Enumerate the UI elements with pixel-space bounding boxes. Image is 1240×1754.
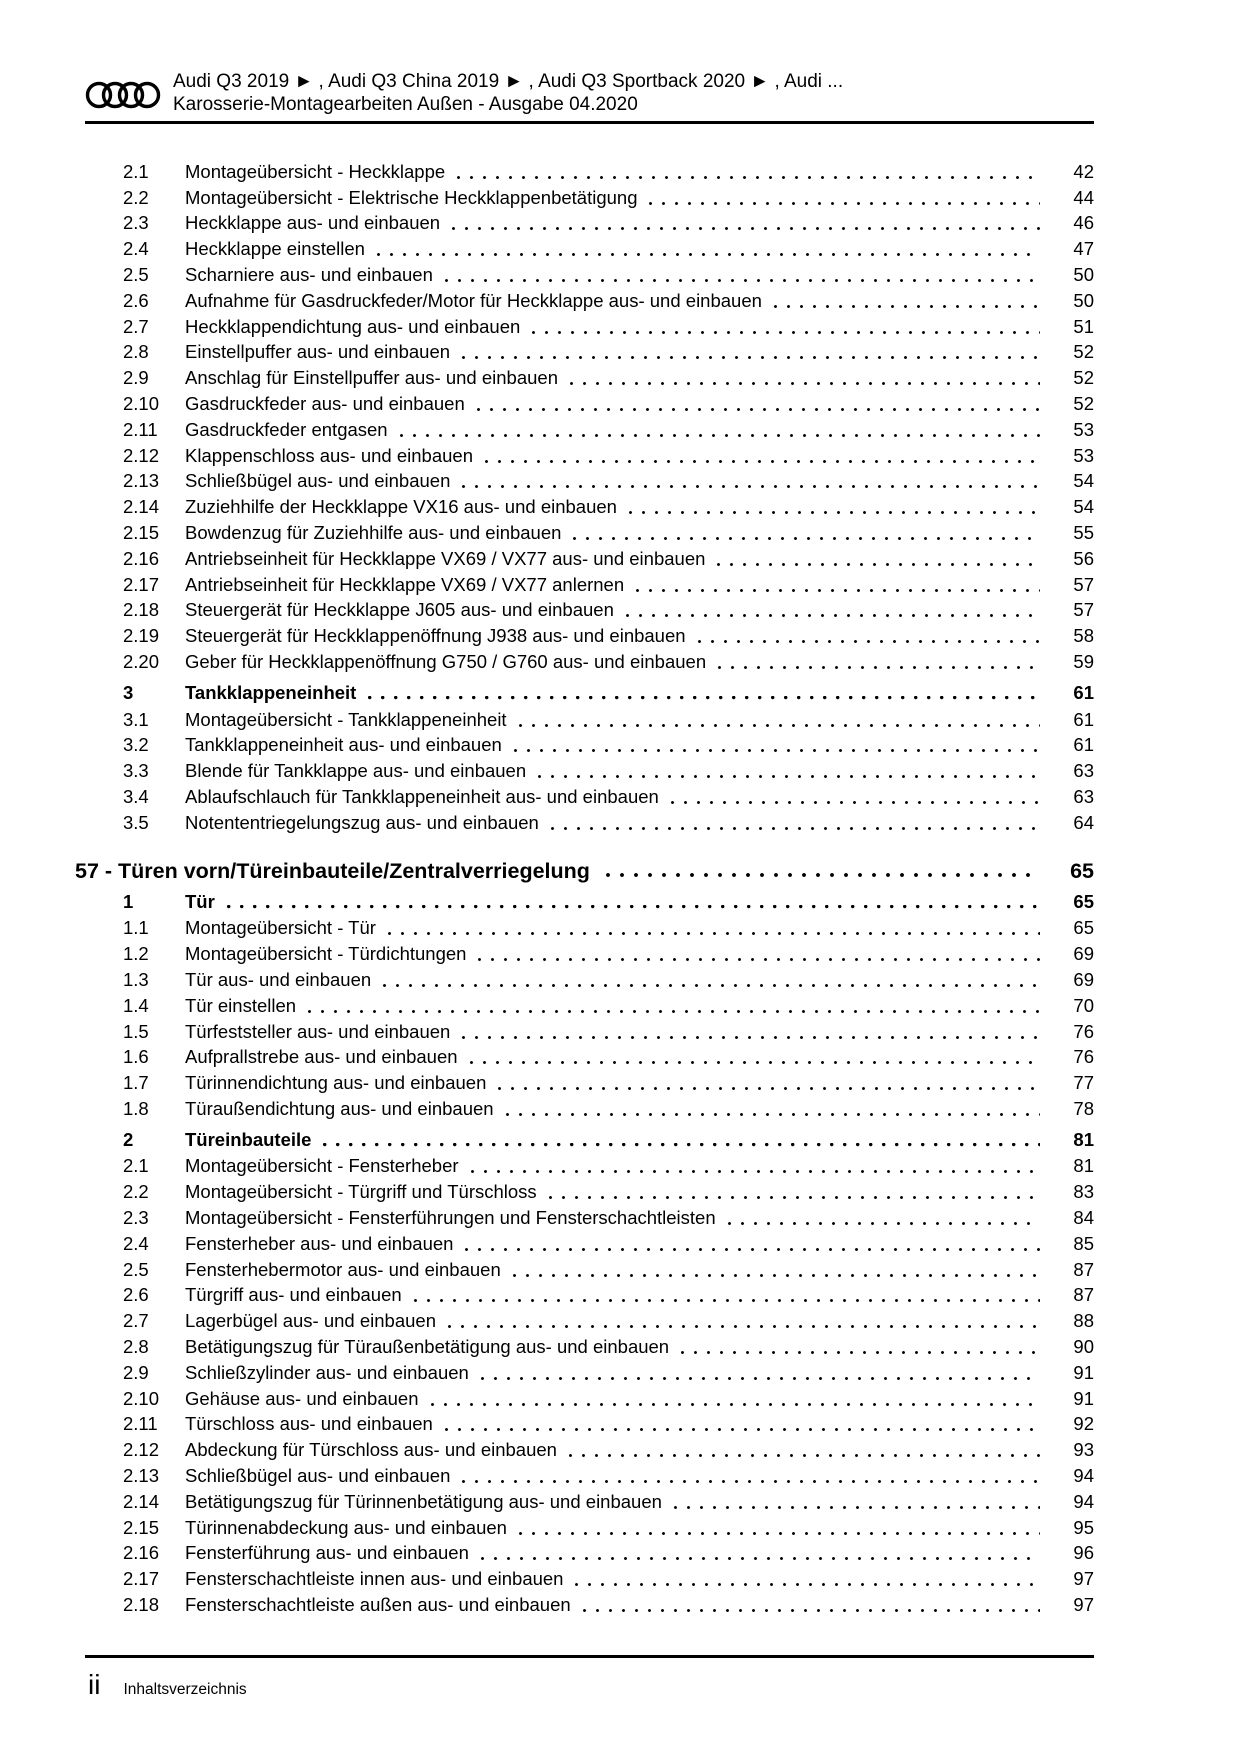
toc-entry[interactable] xyxy=(85,287,1094,313)
toc-entry-page: 81 xyxy=(1073,1155,1094,1177)
toc-entry-title: Fensterhebermotor aus- und einbauen xyxy=(185,1258,501,1280)
toc-entry-number: 2.3 xyxy=(123,1207,149,1229)
toc-entry-title: Betätigungszug für Türinnenbetätigung aus- und einbauen xyxy=(185,1490,662,1512)
toc-entry[interactable] xyxy=(85,1204,1094,1230)
toc-entry-number: 2.1 xyxy=(123,160,149,182)
dot-leader xyxy=(629,511,1040,514)
toc-entry[interactable] xyxy=(85,809,1094,835)
toc-entry-title: Türinnenabdeckung aus- und einbauen xyxy=(185,1516,507,1538)
dot-leader xyxy=(452,227,1040,230)
dot-leader xyxy=(674,1506,1040,1509)
toc-entry[interactable] xyxy=(85,1256,1094,1282)
dot-leader xyxy=(671,801,1040,804)
toc-entry[interactable] xyxy=(85,992,1094,1018)
toc-entry[interactable] xyxy=(85,1411,1094,1437)
toc-entry-page: 44 xyxy=(1073,186,1094,208)
toc-entry[interactable] xyxy=(85,1385,1094,1411)
toc-entry-title: Türeinbauteile xyxy=(185,1128,312,1150)
dot-leader xyxy=(569,1454,1040,1457)
dot-leader xyxy=(774,305,1040,308)
toc-entry-number: 2.18 xyxy=(123,1594,160,1616)
toc-entry-number: 2.5 xyxy=(123,1258,149,1280)
toc-entry-page: 57 xyxy=(1073,599,1094,621)
dot-leader xyxy=(519,724,1040,727)
dot-leader xyxy=(445,279,1040,282)
toc-entry-number: 3.2 xyxy=(123,734,149,756)
toc-entry-title: Montageübersicht - Elektrische Heckklappenbetätigung xyxy=(185,186,638,208)
toc-entry[interactable] xyxy=(85,966,1094,992)
dot-leader xyxy=(549,1196,1040,1199)
toc-entry-page: 54 xyxy=(1073,470,1094,492)
toc-entry-title: Notententriegelungszug aus- und einbauen xyxy=(185,811,539,833)
toc-entry-title: Türgriff aus- und einbauen xyxy=(185,1284,402,1306)
toc-list xyxy=(75,158,1094,1617)
toc-entry-number: 2.11 xyxy=(123,418,158,440)
toc-entry[interactable] xyxy=(85,158,1094,184)
toc-entry-number: 2.5 xyxy=(123,263,149,285)
toc-entry-number: 2.17 xyxy=(123,573,160,595)
dot-leader xyxy=(478,958,1040,961)
toc-entry-number: 2.6 xyxy=(123,1284,149,1306)
toc-entry[interactable] xyxy=(85,1488,1094,1514)
toc-entry-number: 2.7 xyxy=(123,315,149,337)
toc-entry-title: Tankklappeneinheit aus- und einbauen xyxy=(185,734,502,756)
dot-leader xyxy=(717,563,1040,566)
toc-entry-number: 2.8 xyxy=(123,1336,149,1358)
toc-entry-page: 57 xyxy=(1073,573,1094,595)
toc-entry-page: 87 xyxy=(1073,1258,1094,1280)
toc-entry[interactable] xyxy=(85,1462,1094,1488)
toc-entry-page: 61 xyxy=(1073,734,1094,756)
toc-entry-number: 2.17 xyxy=(123,1568,160,1590)
dot-leader xyxy=(570,382,1040,385)
toc-entry-title: Türfeststeller aus- und einbauen xyxy=(185,1020,451,1042)
toc-entry-page: 52 xyxy=(1073,367,1094,389)
toc-entry-number: 1.8 xyxy=(123,1097,149,1119)
page-footer xyxy=(88,1668,247,1702)
toc-entry-title: Fensterführung aus- und einbauen xyxy=(185,1542,469,1564)
toc-entry-title: Aufprallstrebe aus- und einbauen xyxy=(185,1046,458,1068)
toc-entry[interactable] xyxy=(85,1018,1094,1044)
toc-entry[interactable] xyxy=(85,1069,1094,1095)
toc-entry-title: Blende für Tankklappe aus- und einbauen xyxy=(185,760,527,782)
toc-entry[interactable] xyxy=(85,184,1094,210)
toc-entry-title: Tür xyxy=(185,890,215,912)
toc-entry-title: Zuziehhilfe der Heckklappe VX16 aus- und einbauen xyxy=(185,496,617,518)
toc-entry-number: 2.14 xyxy=(123,496,160,518)
toc-entry-number: 2.2 xyxy=(123,1181,149,1203)
toc-entry-page: 65 xyxy=(1073,917,1094,939)
toc-entry-title: Anschlag für Einstellpuffer aus- und einbauen xyxy=(185,367,558,389)
toc-entry-page: 61 xyxy=(1073,681,1094,703)
toc-entry-page: 55 xyxy=(1073,521,1094,543)
toc-entry[interactable] xyxy=(85,1591,1094,1617)
dot-leader xyxy=(681,1351,1040,1354)
toc-entry[interactable] xyxy=(85,648,1094,674)
toc-entry-page: 90 xyxy=(1073,1336,1094,1358)
footer-section-label: Inhaltsverzeichnis xyxy=(123,1681,247,1698)
toc-entry-title: Schließbügel aus- und einbauen xyxy=(185,470,451,492)
toc-entry-number: 2.15 xyxy=(123,1516,160,1538)
audi-rings-icon xyxy=(85,76,161,119)
toc-entry-page: 51 xyxy=(1073,315,1094,337)
toc-entry[interactable] xyxy=(85,210,1094,236)
toc-entry-title: Steuergerät für Heckklappenöffnung J938 aus- und einbauen xyxy=(185,625,686,647)
toc-entry-title: Gehäuse aus- und einbauen xyxy=(185,1387,419,1409)
toc-entry[interactable] xyxy=(85,757,1094,783)
toc-entry-page: 96 xyxy=(1073,1542,1094,1564)
toc-entry-number: 1.1 xyxy=(123,917,149,939)
toc-entry-number: 2.15 xyxy=(123,521,160,543)
dot-leader xyxy=(538,775,1040,778)
dot-leader xyxy=(462,1480,1040,1483)
toc-entry-page: 53 xyxy=(1073,418,1094,440)
toc-entry[interactable] xyxy=(85,519,1094,545)
toc-entry-page: 54 xyxy=(1073,496,1094,518)
toc-entry-title: Abdeckung für Türschloss aus- und einbauen xyxy=(185,1439,557,1461)
toc-entry-title: Heckklappe einstellen xyxy=(185,238,365,260)
page-header xyxy=(85,70,1094,119)
toc-entry-page: 63 xyxy=(1073,785,1094,807)
toc-entry-number: 2.3 xyxy=(123,212,149,234)
toc-entry-number: 2.13 xyxy=(123,1465,160,1487)
toc-entry[interactable] xyxy=(85,1044,1094,1070)
toc-entry[interactable] xyxy=(85,915,1094,941)
toc-entry-number: 2.9 xyxy=(123,1361,149,1383)
toc-entry-page: 52 xyxy=(1073,341,1094,363)
toc-entry[interactable] xyxy=(85,571,1094,597)
toc-entry[interactable] xyxy=(85,940,1094,966)
toc-entry-page: 76 xyxy=(1073,1046,1094,1068)
toc-entry-title: Tür aus- und einbauen xyxy=(185,968,372,990)
toc-entry[interactable] xyxy=(85,1230,1094,1256)
toc-entry-number: 3.4 xyxy=(123,785,149,807)
toc-entry[interactable] xyxy=(85,1095,1094,1121)
toc-entry-number: 1.6 xyxy=(123,1046,149,1068)
toc-entry-page: 58 xyxy=(1073,625,1094,647)
dot-leader xyxy=(481,1557,1040,1560)
toc-entry-page: 70 xyxy=(1073,994,1094,1016)
dot-leader xyxy=(481,1377,1040,1380)
dot-leader xyxy=(457,176,1040,179)
toc-entry-title: Betätigungszug für Türaußenbetätigung aus- und einbauen xyxy=(185,1336,670,1358)
toc-entry-page: 91 xyxy=(1073,1361,1094,1383)
dot-leader xyxy=(462,1036,1040,1039)
toc-entry-title: Montageübersicht - Fensterführungen und Fensterschachtleisten xyxy=(185,1207,716,1229)
dot-leader xyxy=(728,1222,1040,1225)
toc-entry-page: 50 xyxy=(1073,263,1094,285)
dot-leader xyxy=(636,589,1040,592)
toc-entry-page: 84 xyxy=(1073,1207,1094,1229)
toc-entry[interactable] xyxy=(85,364,1094,390)
toc-entry-number: 2.16 xyxy=(123,1542,160,1564)
toc-entry-number: 2.14 xyxy=(123,1490,160,1512)
toc-entry-title: Antriebseinheit für Heckklappe VX69 / VX77 aus- und einbauen xyxy=(185,547,706,569)
toc-entry[interactable] xyxy=(85,416,1094,442)
toc-entry[interactable] xyxy=(85,493,1094,519)
toc-entry-number: 2.4 xyxy=(123,238,149,260)
toc-entry-page: 87 xyxy=(1073,1284,1094,1306)
dot-leader xyxy=(532,331,1040,334)
toc-entry[interactable] xyxy=(85,1333,1094,1359)
footer-page-number: ii xyxy=(88,1669,101,1700)
toc-entry-page: 94 xyxy=(1073,1490,1094,1512)
toc-entry-number: 1.2 xyxy=(123,943,149,965)
toc-entry[interactable] xyxy=(85,390,1094,416)
toc-entry-number: 3.5 xyxy=(123,811,149,833)
toc-entry-page: 83 xyxy=(1073,1181,1094,1203)
toc-entry-title: Heckklappendichtung aus- und einbauen xyxy=(185,315,521,337)
toc-entry-title: Tankklappeneinheit xyxy=(185,681,357,703)
toc-entry-title: Einstellpuffer aus- und einbauen xyxy=(185,341,451,363)
toc-entry-number: 2.4 xyxy=(123,1232,149,1254)
toc-entry-number: 3.1 xyxy=(123,708,149,730)
toc-entry-page: 52 xyxy=(1073,392,1094,414)
toc-entry-title: Heckklappe aus- und einbauen xyxy=(185,212,441,234)
toc-entry[interactable] xyxy=(85,1126,1094,1152)
toc-entry-page: 76 xyxy=(1073,1020,1094,1042)
dot-leader xyxy=(462,356,1040,359)
toc-entry-title: Montageübersicht - Türgriff und Türschloss xyxy=(185,1181,537,1203)
toc-entry[interactable] xyxy=(85,1178,1094,1204)
toc-entry-title: Gasdruckfeder aus- und einbauen xyxy=(185,392,465,414)
dot-leader xyxy=(448,1325,1040,1328)
toc-entry[interactable] xyxy=(85,313,1094,339)
toc-entry-page: 64 xyxy=(1073,811,1094,833)
toc-entry-number: 3.3 xyxy=(123,760,149,782)
toc-entry-page: 95 xyxy=(1073,1516,1094,1538)
dot-leader xyxy=(400,434,1040,437)
toc-entry-number: 2.12 xyxy=(123,1439,160,1461)
toc-entry-page: 78 xyxy=(1073,1097,1094,1119)
toc-entry-page: 56 xyxy=(1073,547,1094,569)
toc-entry-page: 47 xyxy=(1073,238,1094,260)
toc-entry-number: 2.13 xyxy=(123,470,160,492)
toc-entry-number: 1.7 xyxy=(123,1072,149,1094)
toc-entry-title: Scharniere aus- und einbauen xyxy=(185,263,433,285)
dot-leader xyxy=(506,1113,1040,1116)
toc-entry-title: Türaußendichtung aus- und einbauen xyxy=(185,1097,494,1119)
dot-leader xyxy=(471,1170,1040,1173)
dot-leader xyxy=(485,460,1040,463)
dot-leader xyxy=(462,485,1040,488)
dot-leader xyxy=(606,873,1040,877)
toc-entry-number: 2.7 xyxy=(123,1310,149,1332)
toc-entry-page: 46 xyxy=(1073,212,1094,234)
dot-leader xyxy=(498,1087,1040,1090)
toc-entry-title: Fensterschachtleiste außen aus- und einbauen xyxy=(185,1594,571,1616)
toc-entry[interactable] xyxy=(85,1307,1094,1333)
toc-entry-number: 2.10 xyxy=(123,1387,160,1409)
dot-leader xyxy=(431,1403,1041,1406)
toc-entry-page: 81 xyxy=(1073,1128,1094,1150)
toc-entry-number: 2.6 xyxy=(123,289,149,311)
dot-leader xyxy=(575,1583,1040,1586)
toc-entry-title: Fensterheber aus- und einbauen xyxy=(185,1232,454,1254)
toc-entry[interactable] xyxy=(85,261,1094,287)
toc-entry-number: 2.2 xyxy=(123,186,149,208)
dot-leader xyxy=(519,1532,1040,1535)
dot-leader xyxy=(383,984,1040,987)
toc-entry[interactable] xyxy=(85,545,1094,571)
toc-entry-page: 63 xyxy=(1073,760,1094,782)
toc-entry-number: 2.9 xyxy=(123,367,149,389)
toc-entry[interactable] xyxy=(85,339,1094,365)
toc-entry[interactable] xyxy=(85,1514,1094,1540)
toc-entry-number: 2.12 xyxy=(123,444,160,466)
toc-entry[interactable] xyxy=(85,1359,1094,1385)
toc-entry-page: 93 xyxy=(1073,1439,1094,1461)
toc-entry-title: Klappenschloss aus- und einbauen xyxy=(185,444,473,466)
toc-entry-number: 2.10 xyxy=(123,392,160,414)
toc-entry-page: 69 xyxy=(1073,943,1094,965)
toc-entry[interactable] xyxy=(85,1565,1094,1591)
dot-leader xyxy=(551,827,1040,830)
toc-entry-page: 97 xyxy=(1073,1594,1094,1616)
toc-entry-page: 97 xyxy=(1073,1568,1094,1590)
toc-entry-page: 61 xyxy=(1073,708,1094,730)
toc-entry-number: 1.4 xyxy=(123,994,149,1016)
toc-entry-page: 88 xyxy=(1073,1310,1094,1332)
dot-leader xyxy=(323,1143,1040,1147)
toc-entry[interactable] xyxy=(85,888,1094,914)
toc-entry-page: 50 xyxy=(1073,289,1094,311)
toc-entry-page: 69 xyxy=(1073,968,1094,990)
toc-entry-title: 57 - Türen vorn/Türeinbauteile/Zentralverriegelung xyxy=(75,858,590,883)
dot-leader xyxy=(227,905,1040,909)
toc-entry-number: 2.18 xyxy=(123,599,160,621)
toc-entry-title: Montageübersicht - Fensterheber xyxy=(185,1155,459,1177)
dot-leader xyxy=(465,1248,1040,1251)
toc-entry[interactable] xyxy=(85,706,1094,732)
dot-leader xyxy=(470,1061,1040,1064)
toc-entry-page: 94 xyxy=(1073,1465,1094,1487)
toc-entry-page: 65 xyxy=(1073,890,1094,912)
toc-entry[interactable] xyxy=(85,468,1094,494)
footer-divider xyxy=(85,1655,1094,1658)
toc-entry-number: 2.8 xyxy=(123,341,149,363)
dot-leader xyxy=(513,1274,1040,1277)
toc-entry-title: Ablaufschlauch für Tankklappeneinheit aus- und einbauen xyxy=(185,785,659,807)
toc-entry-number: 2 xyxy=(123,1128,134,1150)
toc-entry[interactable] xyxy=(85,235,1094,261)
toc-entry[interactable] xyxy=(85,1540,1094,1566)
toc-entry-title: Montageübersicht - Tür xyxy=(185,917,376,939)
dot-leader xyxy=(514,749,1040,752)
toc-entry-title: Tür einstellen xyxy=(185,994,297,1016)
dot-leader xyxy=(718,666,1040,669)
dot-leader xyxy=(649,202,1040,205)
toc-entry[interactable] xyxy=(85,783,1094,809)
dot-leader xyxy=(573,537,1040,540)
toc-entry-number: 2.1 xyxy=(123,1155,149,1177)
toc-entry-title: Geber für Heckklappenöffnung G750 / G760 aus- und einbauen xyxy=(185,650,707,672)
toc-entry-number: 1.5 xyxy=(123,1020,149,1042)
dot-leader xyxy=(698,640,1040,643)
document-title-subject: Karosserie-Montagearbeiten Außen - Ausgabe 04.2020 xyxy=(173,94,638,115)
toc-entry-title: Bowdenzug für Zuziehhilfe aus- und einbauen xyxy=(185,521,562,543)
toc-entry-title: Türschloss aus- und einbauen xyxy=(185,1413,433,1435)
toc-entry-title: Aufnahme für Gasdruckfeder/Motor für Heckklappe aus- und einbauen xyxy=(185,289,762,311)
toc-entry-number: 1 xyxy=(123,890,134,912)
toc-entry-title: Montageübersicht - Tankklappeneinheit xyxy=(185,708,507,730)
toc-entry-number: 2.20 xyxy=(123,650,160,672)
toc-entry[interactable] xyxy=(85,622,1094,648)
dot-leader xyxy=(626,614,1040,617)
document-title xyxy=(173,70,843,116)
toc-entry-number: 3 xyxy=(123,681,134,703)
toc-entry-page: 92 xyxy=(1073,1413,1094,1435)
toc-entry-title: Montageübersicht - Heckklappe xyxy=(185,160,446,182)
toc-entry-title: Schließbügel aus- und einbauen xyxy=(185,1465,451,1487)
toc-entry-page: 85 xyxy=(1073,1232,1094,1254)
toc-entry-title: Fensterschachtleiste innen aus- und einbauen xyxy=(185,1568,564,1590)
dot-leader xyxy=(377,253,1040,256)
toc-entry[interactable] xyxy=(85,1282,1094,1308)
dot-leader xyxy=(477,408,1040,411)
toc-entry[interactable] xyxy=(85,679,1094,705)
dot-leader xyxy=(368,696,1040,700)
document-title-models: Audi Q3 2019 ► , Audi Q3 China 2019 ► , Audi Q3 Sportback 2020 ► , Audi ... xyxy=(173,71,844,92)
toc-entry[interactable] xyxy=(85,597,1094,623)
toc-entry[interactable] xyxy=(85,732,1094,758)
toc-entry-title: Antriebseinheit für Heckklappe VX69 / VX77 anlernen xyxy=(185,573,625,595)
toc-entry-title: Türinnendichtung aus- und einbauen xyxy=(185,1072,487,1094)
dot-leader xyxy=(414,1299,1040,1302)
toc-entry-title: Lagerbügel aus- und einbauen xyxy=(185,1310,436,1332)
dot-leader xyxy=(308,1010,1040,1013)
toc-entry-title: Montageübersicht - Türdichtungen xyxy=(185,943,467,965)
toc-entry-page: 42 xyxy=(1073,160,1094,182)
toc-entry-title: Schließzylinder aus- und einbauen xyxy=(185,1361,469,1383)
toc-entry-page: 77 xyxy=(1073,1072,1094,1094)
toc-entry-page: 91 xyxy=(1073,1387,1094,1409)
toc-entry-title: Steuergerät für Heckklappe J605 aus- und einbauen xyxy=(185,599,614,621)
toc-entry[interactable] xyxy=(85,1153,1094,1179)
toc-entry-number: 1.3 xyxy=(123,968,149,990)
dot-leader xyxy=(583,1609,1040,1612)
dot-leader xyxy=(445,1428,1040,1431)
toc-entry-number: 2.19 xyxy=(123,625,160,647)
toc-entry[interactable] xyxy=(75,849,1094,883)
header-divider xyxy=(85,121,1094,124)
toc-entry-number: 2.16 xyxy=(123,547,160,569)
dot-leader xyxy=(388,932,1040,935)
toc-entry[interactable] xyxy=(85,1436,1094,1462)
toc-entry-page: 59 xyxy=(1073,650,1094,672)
toc-entry-page: 53 xyxy=(1073,444,1094,466)
toc-entry-title: Gasdruckfeder entgasen xyxy=(185,418,388,440)
toc-entry-number: 2.11 xyxy=(123,1413,158,1435)
toc-entry[interactable] xyxy=(85,442,1094,468)
toc-entry-page: 65 xyxy=(1070,858,1094,883)
